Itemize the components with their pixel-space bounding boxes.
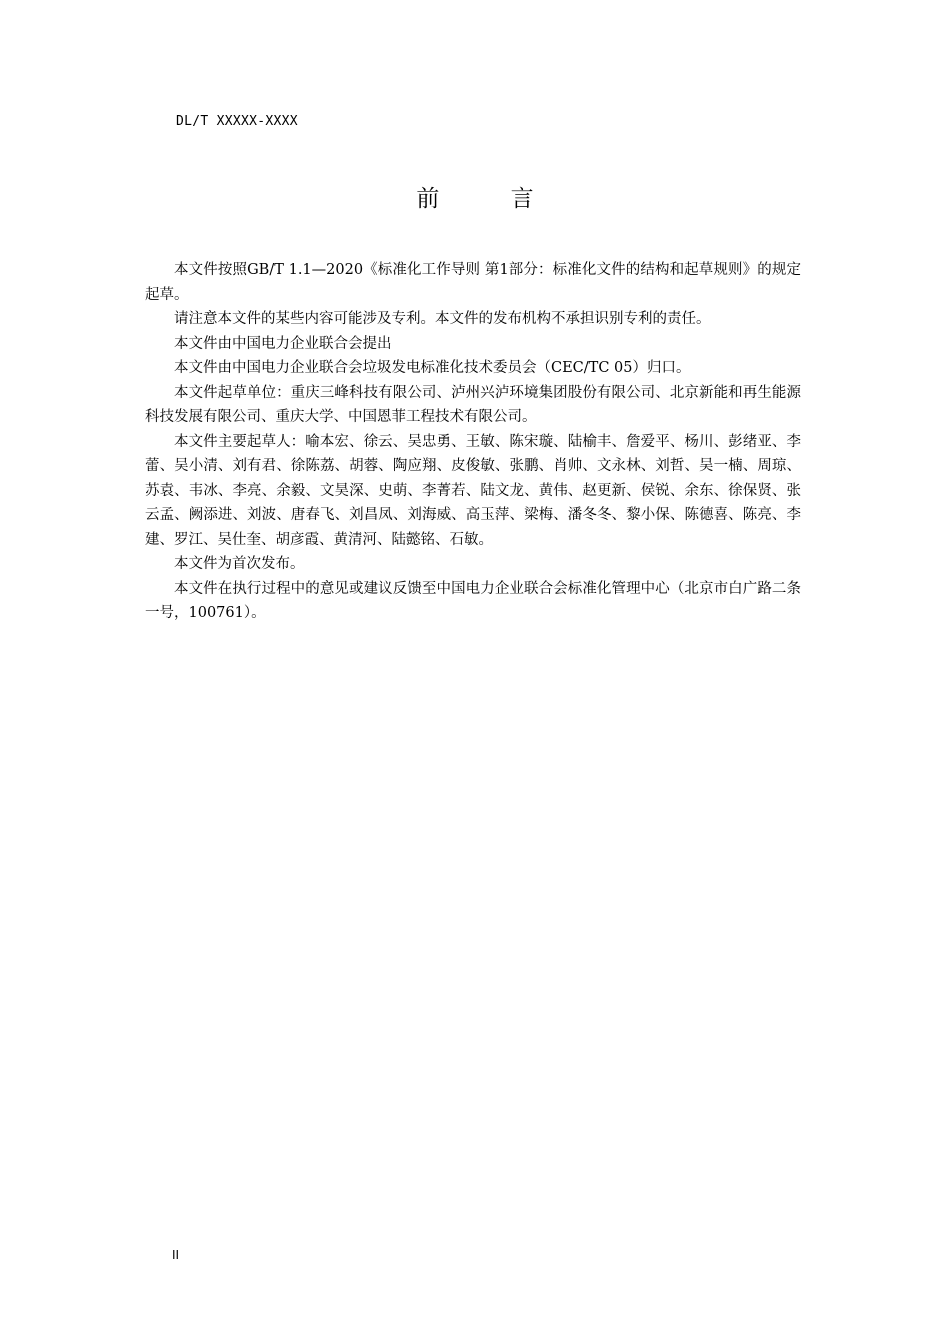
paragraph-technical-committee: 本文件由中国电力企业联合会垃圾发电标准化技术委员会（CEC/TC 05）归口。 — [174, 360, 691, 376]
paragraph-drafting-units: 本文件起草单位：重庆三峰科技有限公司、泸州兴泸环境集团股份有限公司、北京新能和再生能源科技发展有限公司、重庆大学、中国恩菲工程技术有限公司。 — [145, 384, 801, 425]
paragraph-first-release: 本文件为首次发布。 — [174, 556, 305, 572]
paragraph-proposer: 本文件由中国电力企业联合会提出 — [174, 335, 392, 352]
foreword-body — [145, 258, 801, 626]
page-number: II — [172, 1248, 180, 1262]
paragraph-feedback: 本文件在执行过程中的意见或建议反馈至中国电力企业联合会标准化管理中心（北京市白广路二条一号，100761）。 — [145, 580, 801, 621]
document-code: DL/T XXXXX-XXXX — [176, 114, 298, 129]
paragraph-patent-notice: 请注意本文件的某些内容可能涉及专利。本文件的发布机构不承担识别专利的责任。 — [174, 311, 711, 327]
paragraph-drafters: 本文件主要起草人：喻本宏、徐云、吴忠勇、王敏、陈宋璇、陆榆丰、詹爱平、杨川、彭绪亚、李蕾、吴小清、刘有君、徐陈荔、胡蓉、陶应翔、皮俊敏、张鹏、肖帅、文永林、刘哲、吴一楠、周琼、苏袁、韦冰、李亮、余毅、文昊深、史萌、李菁若、陆文龙、黄伟、赵更新、侯锐、余东、徐保贤、张云孟、阙添进、刘波、唐春飞、刘昌凤、刘海威、高玉萍、梁梅、潘冬冬、黎小保、陈德喜、陈亮、李建、罗江、吴仕奎、胡彦霞、黄清河、陆懿铭、石敏。 — [145, 433, 801, 548]
paragraph-drafting-rules: 本文件按照GB/T 1.1—2020《标准化工作导则 第1部分：标准化文件的结构和起草规则》的规定起草。 — [145, 262, 801, 303]
page-title: 前 言 — [416, 186, 566, 212]
